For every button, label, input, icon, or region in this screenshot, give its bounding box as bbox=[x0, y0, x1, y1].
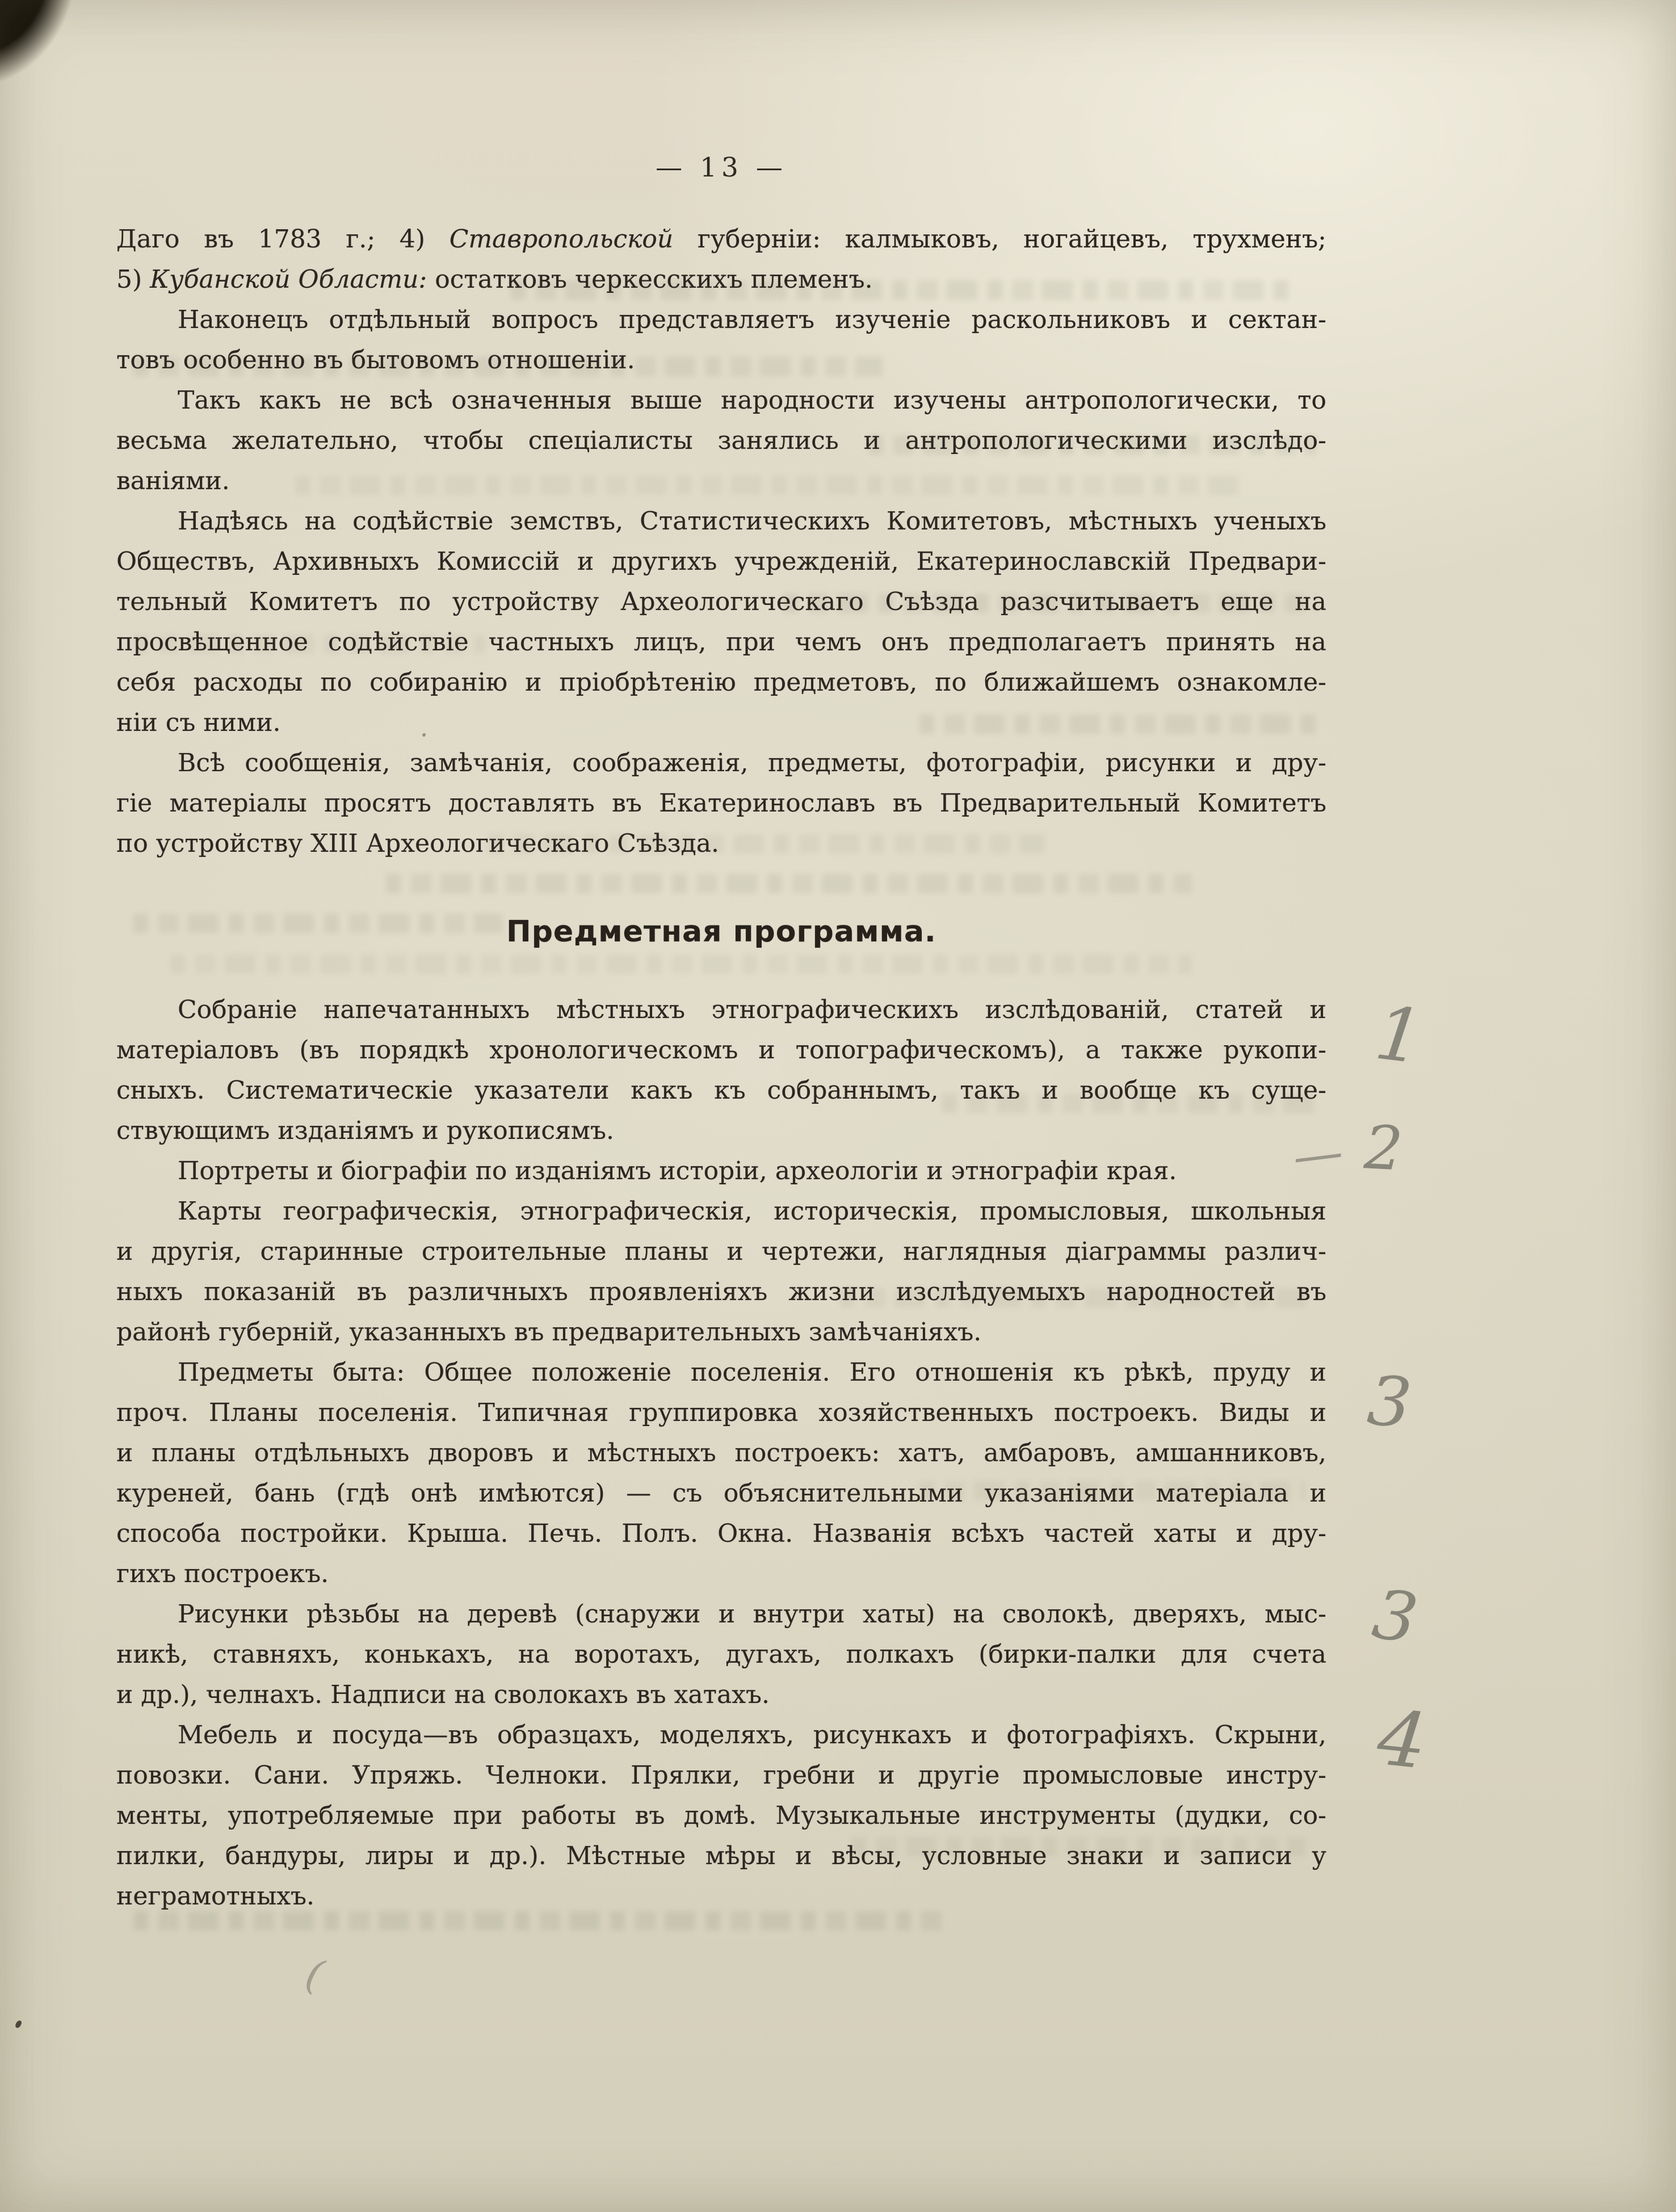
text-run: Даго въ 1783 г.; 4) bbox=[116, 225, 450, 254]
bleed-through-artifact bbox=[170, 954, 1192, 974]
handwritten-margin-mark: 3 bbox=[1364, 1361, 1415, 1444]
text-line: менты, употребляемые при работы въ домѣ. Музыкальные инструменты (дудки, со- bbox=[116, 1801, 1326, 1830]
text-line: районѣ губерній, указанныхъ въ предварительныхъ замѣчаніяхъ. bbox=[116, 1318, 982, 1347]
text-line: ныхъ показаній въ различныхъ проявленіяхъ жизни изслѣдуемыхъ народностей въ bbox=[116, 1277, 1326, 1306]
handwritten-margin-mark: 2 bbox=[1362, 1112, 1405, 1184]
text-line: Портреты и біографіи по изданіямъ исторіи, археологіи и этнографіи края. bbox=[178, 1157, 1177, 1185]
text-line: Мебель и посуда—въ образцахъ, моделяхъ, рисункахъ и фотографіяхъ. Скрыни, bbox=[178, 1721, 1326, 1750]
ink-speck bbox=[14, 2020, 22, 2029]
text-run: остатковъ черкесскихъ племенъ. bbox=[427, 265, 873, 294]
body-text-lower bbox=[116, 990, 1326, 1916]
text-line: по устройству XIII Археологическаго Съѣзда. bbox=[116, 829, 719, 858]
text-line: матеріаловъ (въ порядкѣ хронологическомъ и топографическомъ), а также рукопи- bbox=[116, 1036, 1326, 1065]
text-line: товъ особенно въ бытовомъ отношеніи. bbox=[116, 346, 635, 375]
text-line bbox=[116, 259, 1326, 300]
section-heading: Предметная программа. bbox=[506, 915, 936, 949]
handwritten-margin-dash: — bbox=[1289, 1122, 1346, 1186]
text-line: Предметы быта: Общее положеніе поселенія. Его отношенія къ рѣкѣ, пруду и bbox=[178, 1358, 1326, 1387]
text-line: сныхъ. Систематическіе указатели какъ къ собраннымъ, такъ и вообще къ суще- bbox=[116, 1076, 1326, 1105]
text-line: куреней, бань (гдѣ онѣ имѣются) — съ объяснительными указаніями матеріала и bbox=[116, 1479, 1326, 1508]
text-line: и др.), челнахъ. Надписи на сволокахъ въ хатахъ. bbox=[116, 1680, 770, 1709]
text-run-italic: Ставропольской bbox=[449, 225, 674, 254]
text-line: Обществъ, Архивныхъ Комиссій и другихъ учрежденій, Екатеринославскій Предвари- bbox=[116, 547, 1326, 576]
text-line: гихъ построекъ. bbox=[116, 1559, 329, 1588]
text-line: проч. Планы поселенія. Типичная группировка хозяйственныхъ построекъ. Виды и bbox=[116, 1398, 1326, 1427]
text-line: способа постройки. Крыша. Печь. Полъ. Окна. Названія всѣхъ частей хаты и дру- bbox=[116, 1519, 1326, 1548]
text-run: губерніи: калмыковъ, ногайцевъ, трухменъ; bbox=[673, 225, 1327, 254]
text-line: Такъ какъ не всѣ означенныя выше народности изучены антропологически, то bbox=[178, 386, 1326, 415]
text-line: просвѣщенное содѣйствіе частныхъ лицъ, при чемъ онъ предполагаетъ принять на bbox=[116, 628, 1326, 657]
text-line: неграмотныхъ. bbox=[116, 1882, 315, 1911]
text-line: пилки, бандуры, лиры и др.). Мѣстные мѣры и вѣсы, условные знаки и записи у bbox=[116, 1841, 1326, 1870]
text-line: Всѣ сообщенія, замѣчанія, соображенія, предметы, фотографіи, рисунки и дру- bbox=[178, 748, 1326, 777]
text-line: весьма желательно, чтобы спеціалисты занялись и антропологическими изслѣдо- bbox=[116, 426, 1326, 455]
text-line: Карты географическія, этнографическія, историческія, промысловыя, школьныя bbox=[178, 1197, 1326, 1226]
text-line: Собраніе напечатанныхъ мѣстныхъ этнографическихъ изслѣдованій, статей и bbox=[178, 995, 1326, 1024]
handwritten-margin-mark: 4 bbox=[1373, 1693, 1431, 1787]
text-run: 5) bbox=[116, 265, 150, 294]
text-line: Рисунки рѣзьбы на деревѣ (снаружи и внутри хаты) на сволокѣ, дверяхъ, мыс- bbox=[178, 1600, 1326, 1629]
page-number: — 13 — bbox=[656, 152, 787, 183]
bleed-through-artifact bbox=[386, 874, 1192, 893]
text-line: тельный Комитетъ по устройству Археологическаго Съѣзда разсчитываетъ еще на bbox=[116, 587, 1326, 616]
handwritten-margin-mark: 3 bbox=[1367, 1574, 1423, 1660]
text-line: и планы отдѣльныхъ дворовъ и мѣстныхъ построекъ: хатъ, амбаровъ, амшанниковъ, bbox=[116, 1439, 1326, 1467]
text-line bbox=[116, 219, 1326, 259]
text-line: и другія, старинные строительные планы и чертежи, наглядныя діаграммы различ- bbox=[116, 1237, 1326, 1266]
text-line: никѣ, ставняхъ, конькахъ, на воротахъ, дугахъ, полкахъ (бирки-палки для счета bbox=[116, 1640, 1326, 1669]
text-line: Наконецъ отдѣльный вопросъ представляетъ изученіе раскольниковъ и сектан- bbox=[178, 305, 1326, 334]
text-line: Надѣясь на содѣйствіе земствъ, Статистическихъ Комитетовъ, мѣстныхъ ученыхъ bbox=[178, 507, 1326, 536]
text-line: ствующимъ изданіямъ и рукописямъ. bbox=[116, 1116, 615, 1145]
text-line: ваніями. bbox=[116, 466, 230, 495]
text-line: себя расходы по собиранію и пріобрѣтенію предметовъ, по ближайшемъ ознакомле- bbox=[116, 668, 1326, 697]
text-line: ніи съ ними. bbox=[116, 708, 281, 737]
handwritten-stray-mark: ( bbox=[301, 1949, 328, 2000]
text-line: гіе матеріалы просятъ доставлять въ Екатеринославъ въ Предварительный Комитетъ bbox=[116, 789, 1326, 818]
text-run-italic: Кубанской Области: bbox=[150, 265, 427, 294]
handwritten-margin-mark: 1 bbox=[1371, 989, 1428, 1081]
body-text-upper bbox=[116, 219, 1326, 864]
text-line: повозки. Сани. Упряжь. Челноки. Прялки, гребни и другіе промысловые инстру- bbox=[116, 1761, 1326, 1790]
